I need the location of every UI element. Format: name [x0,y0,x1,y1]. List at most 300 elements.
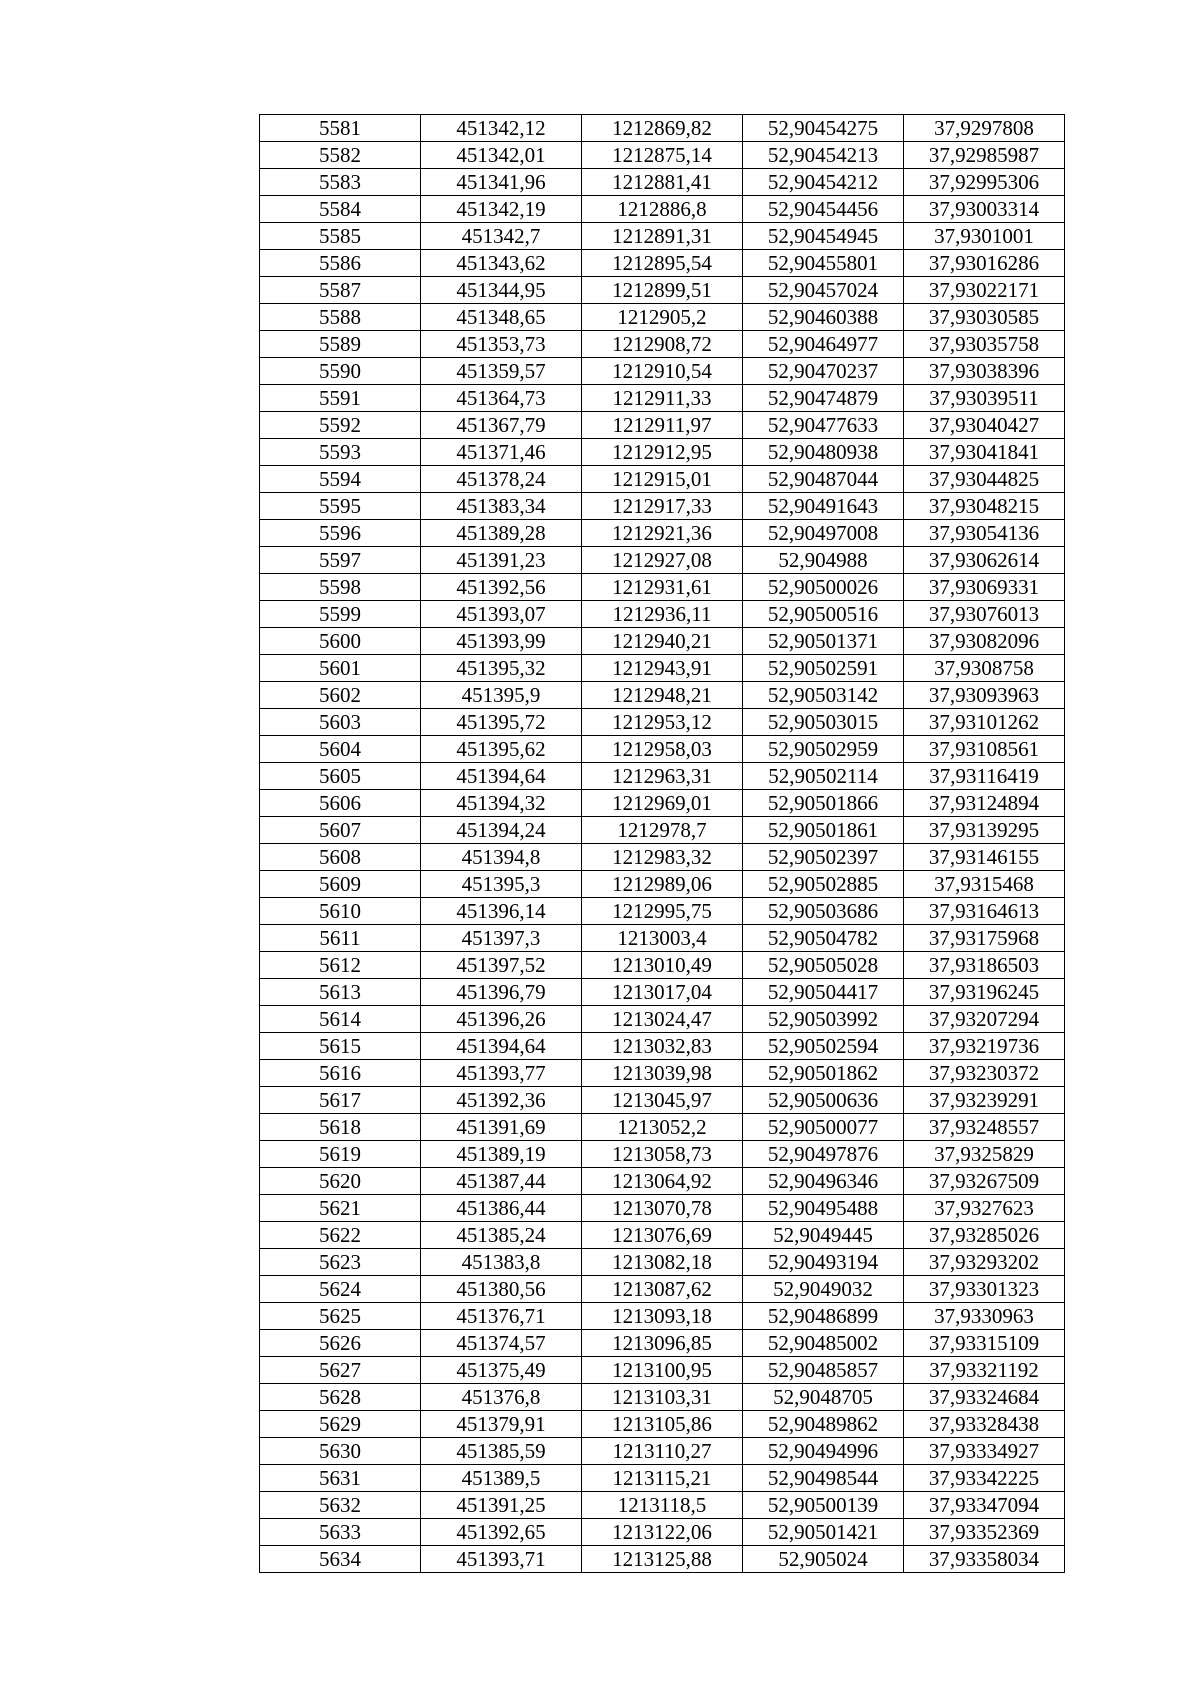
y-coordinate-cell: 1213070,78 [582,1195,743,1222]
y-coordinate-cell: 1212881,41 [582,169,743,196]
x-coordinate-cell: 451375,49 [421,1357,582,1384]
latitude-cell: 52,9048705 [743,1384,904,1411]
latitude-cell: 52,90500026 [743,574,904,601]
y-coordinate-cell: 1213010,49 [582,952,743,979]
y-coordinate-cell: 1212921,36 [582,520,743,547]
x-coordinate-cell: 451367,79 [421,412,582,439]
longitude-cell: 37,9315468 [904,871,1065,898]
longitude-cell: 37,93358034 [904,1546,1065,1573]
point-number-cell: 5631 [260,1465,421,1492]
y-coordinate-cell: 1212943,91 [582,655,743,682]
latitude-cell: 52,90500516 [743,601,904,628]
latitude-cell: 52,90502594 [743,1033,904,1060]
table-row [260,1546,1065,1573]
y-coordinate-cell: 1212910,54 [582,358,743,385]
longitude-cell: 37,93207294 [904,1006,1065,1033]
x-coordinate-cell: 451394,64 [421,1033,582,1060]
table-row [260,790,1065,817]
latitude-cell: 52,90500636 [743,1087,904,1114]
point-number-cell: 5600 [260,628,421,655]
table-row [260,1168,1065,1195]
table-row [260,1465,1065,1492]
x-coordinate-cell: 451378,24 [421,466,582,493]
x-coordinate-cell: 451389,19 [421,1141,582,1168]
point-number-cell: 5584 [260,196,421,223]
table-row [260,952,1065,979]
point-number-cell: 5598 [260,574,421,601]
y-coordinate-cell: 1213058,73 [582,1141,743,1168]
y-coordinate-cell: 1212911,33 [582,385,743,412]
longitude-cell: 37,93146155 [904,844,1065,871]
y-coordinate-cell: 1213082,18 [582,1249,743,1276]
y-coordinate-cell: 1213125,88 [582,1546,743,1573]
point-number-cell: 5612 [260,952,421,979]
longitude-cell: 37,93116419 [904,763,1065,790]
x-coordinate-cell: 451385,24 [421,1222,582,1249]
y-coordinate-cell: 1213052,2 [582,1114,743,1141]
latitude-cell: 52,90489862 [743,1411,904,1438]
latitude-cell: 52,90460388 [743,304,904,331]
latitude-cell: 52,90502591 [743,655,904,682]
x-coordinate-cell: 451395,62 [421,736,582,763]
latitude-cell: 52,90501861 [743,817,904,844]
table-row [260,412,1065,439]
latitude-cell: 52,90470237 [743,358,904,385]
longitude-cell: 37,93139295 [904,817,1065,844]
y-coordinate-cell: 1213032,83 [582,1033,743,1060]
y-coordinate-cell: 1212978,7 [582,817,743,844]
point-number-cell: 5619 [260,1141,421,1168]
point-number-cell: 5629 [260,1411,421,1438]
longitude-cell: 37,93108561 [904,736,1065,763]
x-coordinate-cell: 451383,34 [421,493,582,520]
point-number-cell: 5606 [260,790,421,817]
point-number-cell: 5592 [260,412,421,439]
table-row [260,601,1065,628]
point-number-cell: 5632 [260,1492,421,1519]
point-number-cell: 5618 [260,1114,421,1141]
point-number-cell: 5599 [260,601,421,628]
point-number-cell: 5614 [260,1006,421,1033]
y-coordinate-cell: 1213118,5 [582,1492,743,1519]
point-number-cell: 5593 [260,439,421,466]
latitude-cell: 52,905024 [743,1546,904,1573]
x-coordinate-cell: 451343,62 [421,250,582,277]
table-row [260,466,1065,493]
longitude-cell: 37,93186503 [904,952,1065,979]
x-coordinate-cell: 451397,3 [421,925,582,952]
y-coordinate-cell: 1212953,12 [582,709,743,736]
y-coordinate-cell: 1212895,54 [582,250,743,277]
x-coordinate-cell: 451385,59 [421,1438,582,1465]
latitude-cell: 52,90477633 [743,412,904,439]
table-row [260,1141,1065,1168]
table-row [260,250,1065,277]
table-row [260,1276,1065,1303]
x-coordinate-cell: 451386,44 [421,1195,582,1222]
point-number-cell: 5587 [260,277,421,304]
table-row [260,493,1065,520]
point-number-cell: 5582 [260,142,421,169]
latitude-cell: 52,90480938 [743,439,904,466]
y-coordinate-cell: 1212931,61 [582,574,743,601]
longitude-cell: 37,93342225 [904,1465,1065,1492]
y-coordinate-cell: 1213100,95 [582,1357,743,1384]
latitude-cell: 52,90454212 [743,169,904,196]
latitude-cell: 52,90457024 [743,277,904,304]
longitude-cell: 37,93175968 [904,925,1065,952]
table-row [260,1195,1065,1222]
y-coordinate-cell: 1212995,75 [582,898,743,925]
longitude-cell: 37,93124894 [904,790,1065,817]
y-coordinate-cell: 1213115,21 [582,1465,743,1492]
point-number-cell: 5588 [260,304,421,331]
point-number-cell: 5630 [260,1438,421,1465]
point-number-cell: 5585 [260,223,421,250]
table-row [260,925,1065,952]
y-coordinate-cell: 1213024,47 [582,1006,743,1033]
latitude-cell: 52,90504417 [743,979,904,1006]
x-coordinate-cell: 451342,01 [421,142,582,169]
latitude-cell: 52,90503142 [743,682,904,709]
y-coordinate-cell: 1212908,72 [582,331,743,358]
latitude-cell: 52,90501371 [743,628,904,655]
latitude-cell: 52,90474879 [743,385,904,412]
latitude-cell: 52,90502114 [743,763,904,790]
table-row [260,1330,1065,1357]
table-row [260,1438,1065,1465]
x-coordinate-cell: 451396,14 [421,898,582,925]
y-coordinate-cell: 1212927,08 [582,547,743,574]
x-coordinate-cell: 451395,72 [421,709,582,736]
longitude-cell: 37,93324684 [904,1384,1065,1411]
table-row [260,115,1065,142]
x-coordinate-cell: 451376,71 [421,1303,582,1330]
longitude-cell: 37,93301323 [904,1276,1065,1303]
x-coordinate-cell: 451394,32 [421,790,582,817]
latitude-cell: 52,90497876 [743,1141,904,1168]
latitude-cell: 52,90454945 [743,223,904,250]
x-coordinate-cell: 451342,12 [421,115,582,142]
latitude-cell: 52,90497008 [743,520,904,547]
point-number-cell: 5608 [260,844,421,871]
longitude-cell: 37,93219736 [904,1033,1065,1060]
latitude-cell: 52,90501862 [743,1060,904,1087]
x-coordinate-cell: 451392,36 [421,1087,582,1114]
longitude-cell: 37,93164613 [904,898,1065,925]
y-coordinate-cell: 1212869,82 [582,115,743,142]
latitude-cell: 52,90494996 [743,1438,904,1465]
y-coordinate-cell: 1212948,21 [582,682,743,709]
longitude-cell: 37,93054136 [904,520,1065,547]
y-coordinate-cell: 1213087,62 [582,1276,743,1303]
x-coordinate-cell: 451371,46 [421,439,582,466]
longitude-cell: 37,93003314 [904,196,1065,223]
latitude-cell: 52,9049445 [743,1222,904,1249]
x-coordinate-cell: 451392,65 [421,1519,582,1546]
latitude-cell: 52,90502885 [743,871,904,898]
latitude-cell: 52,90485002 [743,1330,904,1357]
table-row [260,439,1065,466]
longitude-cell: 37,92985987 [904,142,1065,169]
point-number-cell: 5625 [260,1303,421,1330]
point-number-cell: 5586 [260,250,421,277]
table-row [260,142,1065,169]
x-coordinate-cell: 451397,52 [421,952,582,979]
longitude-cell: 37,93321192 [904,1357,1065,1384]
x-coordinate-cell: 451348,65 [421,304,582,331]
point-number-cell: 5624 [260,1276,421,1303]
y-coordinate-cell: 1212917,33 [582,493,743,520]
y-coordinate-cell: 1212940,21 [582,628,743,655]
x-coordinate-cell: 451394,64 [421,763,582,790]
y-coordinate-cell: 1212905,2 [582,304,743,331]
table-row [260,1411,1065,1438]
latitude-cell: 52,90502959 [743,736,904,763]
point-number-cell: 5634 [260,1546,421,1573]
point-number-cell: 5617 [260,1087,421,1114]
y-coordinate-cell: 1213096,85 [582,1330,743,1357]
x-coordinate-cell: 451389,28 [421,520,582,547]
point-number-cell: 5594 [260,466,421,493]
coordinates-table [259,114,1065,1573]
latitude-cell: 52,9049032 [743,1276,904,1303]
y-coordinate-cell: 1212899,51 [582,277,743,304]
latitude-cell: 52,90500077 [743,1114,904,1141]
x-coordinate-cell: 451393,71 [421,1546,582,1573]
y-coordinate-cell: 1212963,31 [582,763,743,790]
point-number-cell: 5628 [260,1384,421,1411]
point-number-cell: 5601 [260,655,421,682]
table-row [260,277,1065,304]
latitude-cell: 52,90485857 [743,1357,904,1384]
longitude-cell: 37,93040427 [904,412,1065,439]
latitude-cell: 52,90493194 [743,1249,904,1276]
table-row [260,169,1065,196]
latitude-cell: 52,90501421 [743,1519,904,1546]
x-coordinate-cell: 451393,77 [421,1060,582,1087]
table-row [260,1114,1065,1141]
y-coordinate-cell: 1213122,06 [582,1519,743,1546]
y-coordinate-cell: 1212958,03 [582,736,743,763]
y-coordinate-cell: 1212989,06 [582,871,743,898]
point-number-cell: 5616 [260,1060,421,1087]
point-number-cell: 5589 [260,331,421,358]
longitude-cell: 37,9330963 [904,1303,1065,1330]
longitude-cell: 37,93044825 [904,466,1065,493]
table-row [260,628,1065,655]
x-coordinate-cell: 451364,73 [421,385,582,412]
coordinates-table-body [260,115,1065,1573]
table-row [260,358,1065,385]
latitude-cell: 52,90503686 [743,898,904,925]
table-row [260,1357,1065,1384]
point-number-cell: 5590 [260,358,421,385]
longitude-cell: 37,93030585 [904,304,1065,331]
longitude-cell: 37,93230372 [904,1060,1065,1087]
point-number-cell: 5603 [260,709,421,736]
latitude-cell: 52,90496346 [743,1168,904,1195]
table-row [260,1060,1065,1087]
table-row [260,520,1065,547]
point-number-cell: 5604 [260,736,421,763]
longitude-cell: 37,93347094 [904,1492,1065,1519]
y-coordinate-cell: 1213003,4 [582,925,743,952]
latitude-cell: 52,90487044 [743,466,904,493]
table-row [260,682,1065,709]
longitude-cell: 37,93048215 [904,493,1065,520]
longitude-cell: 37,93069331 [904,574,1065,601]
longitude-cell: 37,93062614 [904,547,1065,574]
longitude-cell: 37,9308758 [904,655,1065,682]
table-row [260,196,1065,223]
point-number-cell: 5613 [260,979,421,1006]
point-number-cell: 5610 [260,898,421,925]
latitude-cell: 52,90503015 [743,709,904,736]
longitude-cell: 37,93076013 [904,601,1065,628]
table-row [260,655,1065,682]
y-coordinate-cell: 1213110,27 [582,1438,743,1465]
longitude-cell: 37,9297808 [904,115,1065,142]
y-coordinate-cell: 1213105,86 [582,1411,743,1438]
latitude-cell: 52,90464977 [743,331,904,358]
table-row [260,1087,1065,1114]
longitude-cell: 37,93239291 [904,1087,1065,1114]
x-coordinate-cell: 451393,07 [421,601,582,628]
y-coordinate-cell: 1212969,01 [582,790,743,817]
point-number-cell: 5626 [260,1330,421,1357]
table-row [260,979,1065,1006]
y-coordinate-cell: 1212912,95 [582,439,743,466]
latitude-cell: 52,90502397 [743,844,904,871]
longitude-cell: 37,93196245 [904,979,1065,1006]
table-row [260,223,1065,250]
y-coordinate-cell: 1213017,04 [582,979,743,1006]
table-row [260,385,1065,412]
table-row [260,709,1065,736]
x-coordinate-cell: 451376,8 [421,1384,582,1411]
x-coordinate-cell: 451341,96 [421,169,582,196]
latitude-cell: 52,904988 [743,547,904,574]
x-coordinate-cell: 451379,91 [421,1411,582,1438]
y-coordinate-cell: 1212915,01 [582,466,743,493]
latitude-cell: 52,90500139 [743,1492,904,1519]
x-coordinate-cell: 451396,26 [421,1006,582,1033]
latitude-cell: 52,90498544 [743,1465,904,1492]
point-number-cell: 5596 [260,520,421,547]
y-coordinate-cell: 1213064,92 [582,1168,743,1195]
x-coordinate-cell: 451387,44 [421,1168,582,1195]
x-coordinate-cell: 451395,32 [421,655,582,682]
longitude-cell: 37,93334927 [904,1438,1065,1465]
point-number-cell: 5605 [260,763,421,790]
point-number-cell: 5622 [260,1222,421,1249]
table-row [260,331,1065,358]
latitude-cell: 52,90504782 [743,925,904,952]
table-row [260,898,1065,925]
longitude-cell: 37,9301001 [904,223,1065,250]
longitude-cell: 37,93101262 [904,709,1065,736]
y-coordinate-cell: 1212891,31 [582,223,743,250]
point-number-cell: 5623 [260,1249,421,1276]
table-row [260,1249,1065,1276]
table-row [260,1222,1065,1249]
table-row [260,547,1065,574]
x-coordinate-cell: 451396,79 [421,979,582,1006]
x-coordinate-cell: 451391,69 [421,1114,582,1141]
point-number-cell: 5615 [260,1033,421,1060]
y-coordinate-cell: 1212983,32 [582,844,743,871]
table-row [260,304,1065,331]
x-coordinate-cell: 451374,57 [421,1330,582,1357]
longitude-cell: 37,93082096 [904,628,1065,655]
point-number-cell: 5595 [260,493,421,520]
x-coordinate-cell: 451353,73 [421,331,582,358]
latitude-cell: 52,90495488 [743,1195,904,1222]
latitude-cell: 52,90501866 [743,790,904,817]
longitude-cell: 37,93248557 [904,1114,1065,1141]
longitude-cell: 37,93352369 [904,1519,1065,1546]
table-row [260,736,1065,763]
latitude-cell: 52,90454456 [743,196,904,223]
longitude-cell: 37,92995306 [904,169,1065,196]
y-coordinate-cell: 1213076,69 [582,1222,743,1249]
longitude-cell: 37,93016286 [904,250,1065,277]
x-coordinate-cell: 451392,56 [421,574,582,601]
x-coordinate-cell: 451394,24 [421,817,582,844]
y-coordinate-cell: 1213039,98 [582,1060,743,1087]
longitude-cell: 37,93315109 [904,1330,1065,1357]
longitude-cell: 37,93038396 [904,358,1065,385]
x-coordinate-cell: 451394,8 [421,844,582,871]
latitude-cell: 52,90455801 [743,250,904,277]
table-row [260,1303,1065,1330]
point-number-cell: 5597 [260,547,421,574]
y-coordinate-cell: 1213103,31 [582,1384,743,1411]
table-row [260,1492,1065,1519]
point-number-cell: 5633 [260,1519,421,1546]
latitude-cell: 52,90486899 [743,1303,904,1330]
table-row [260,1006,1065,1033]
x-coordinate-cell: 451391,25 [421,1492,582,1519]
x-coordinate-cell: 451342,19 [421,196,582,223]
y-coordinate-cell: 1212875,14 [582,142,743,169]
latitude-cell: 52,90505028 [743,952,904,979]
x-coordinate-cell: 451342,7 [421,223,582,250]
table-row [260,763,1065,790]
longitude-cell: 37,93293202 [904,1249,1065,1276]
longitude-cell: 37,9327623 [904,1195,1065,1222]
y-coordinate-cell: 1212886,8 [582,196,743,223]
x-coordinate-cell: 451383,8 [421,1249,582,1276]
y-coordinate-cell: 1212911,97 [582,412,743,439]
x-coordinate-cell: 451359,57 [421,358,582,385]
latitude-cell: 52,90503992 [743,1006,904,1033]
point-number-cell: 5627 [260,1357,421,1384]
table-row [260,844,1065,871]
x-coordinate-cell: 451391,23 [421,547,582,574]
latitude-cell: 52,90454213 [743,142,904,169]
table-row [260,1033,1065,1060]
x-coordinate-cell: 451389,5 [421,1465,582,1492]
x-coordinate-cell: 451393,99 [421,628,582,655]
point-number-cell: 5583 [260,169,421,196]
y-coordinate-cell: 1213045,97 [582,1087,743,1114]
point-number-cell: 5602 [260,682,421,709]
table-row [260,574,1065,601]
x-coordinate-cell: 451395,9 [421,682,582,709]
point-number-cell: 5581 [260,115,421,142]
